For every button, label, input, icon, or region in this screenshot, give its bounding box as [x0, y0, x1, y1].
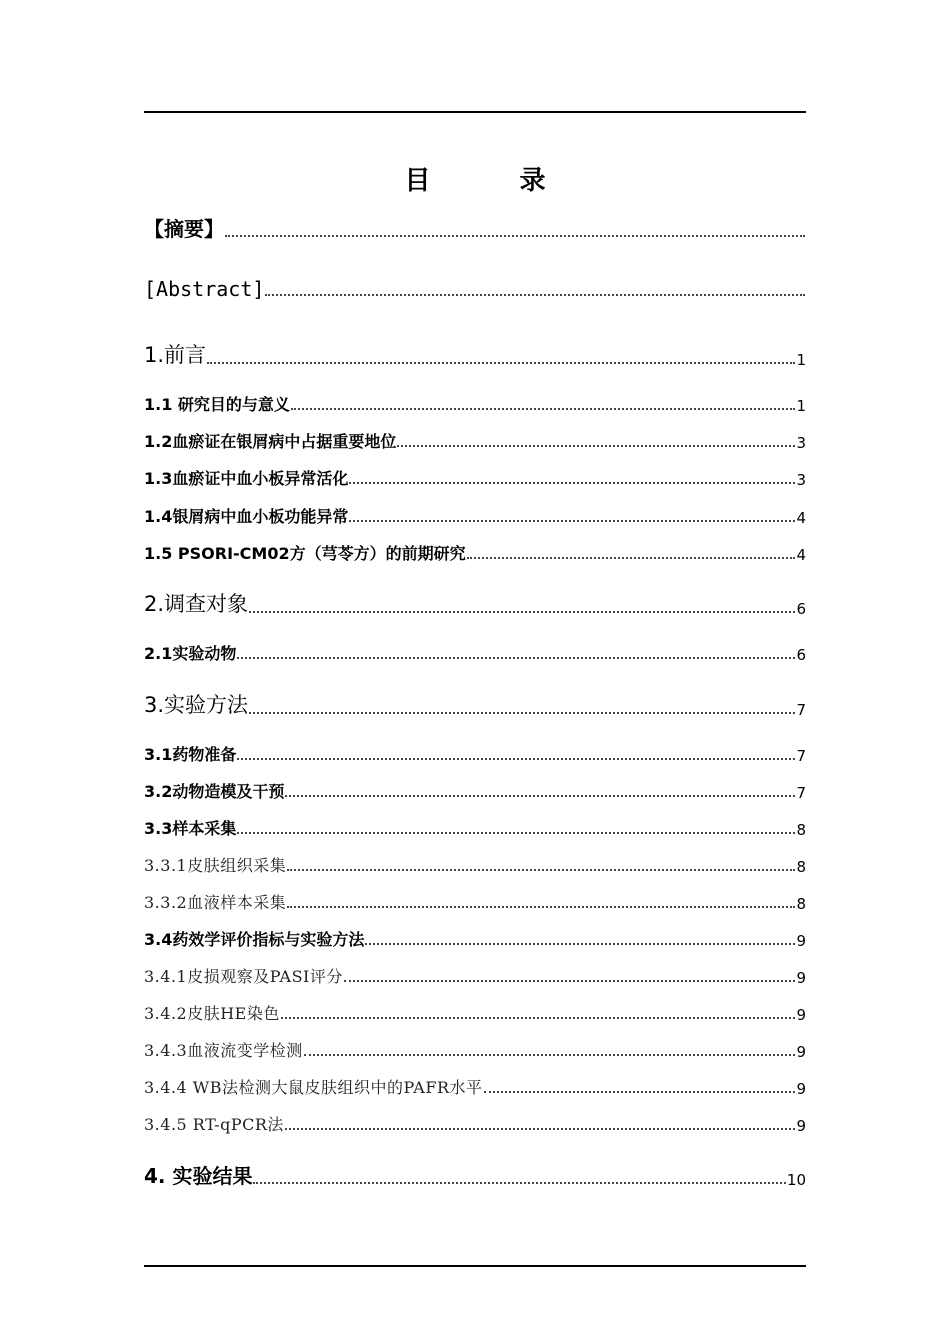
- toc-entry-page: 4: [796, 546, 806, 564]
- toc-entry-page: 8: [796, 821, 806, 839]
- toc-entry-label: 1.前言: [144, 343, 207, 367]
- toc-entry-3-4-3[interactable]: [144, 1038, 806, 1061]
- toc-entry-page: 1: [796, 397, 806, 415]
- toc-entry-page: 7: [796, 701, 806, 719]
- toc-entry-label: 1.4银屑病中血小板功能异常: [144, 507, 349, 526]
- toc-entry-3-2[interactable]: [144, 779, 806, 802]
- dot-leader: [253, 1182, 785, 1184]
- toc-entry-page: 9: [796, 1043, 806, 1061]
- toc-entry-label: 3.4.5 RT-qPCR法: [144, 1115, 284, 1134]
- toc-entry-page: 3: [796, 434, 806, 452]
- toc-entry-3-4[interactable]: [144, 927, 806, 950]
- dot-leader: [344, 980, 796, 982]
- dot-leader: [467, 557, 796, 559]
- toc-entry-3-3-2[interactable]: [144, 890, 806, 913]
- toc-entry-abstract-en[interactable]: [144, 277, 806, 301]
- toc-entry-page: 10: [786, 1171, 806, 1189]
- dot-leader: [237, 758, 795, 760]
- toc-entry-label: 1.3血瘀证中血小板异常活化: [144, 469, 349, 488]
- dot-leader: [285, 1128, 796, 1130]
- toc-entry-3-4-4[interactable]: [144, 1075, 806, 1098]
- dot-leader: [349, 482, 795, 484]
- toc-entry-page: 8: [796, 895, 806, 913]
- toc-entry-label: 2.调查对象: [144, 592, 249, 616]
- toc-entry-3-3-1[interactable]: [144, 853, 806, 876]
- toc-entry-label: 4. 实验结果: [144, 1164, 253, 1188]
- toc-entry-3-1[interactable]: [144, 742, 806, 765]
- toc-entry-label: 3.3.2血液样本采集: [144, 893, 287, 912]
- dot-leader: [287, 869, 795, 871]
- toc-entry-label: 1.1 研究目的与意义: [144, 395, 290, 414]
- dot-leader: [365, 943, 795, 945]
- dot-leader: [225, 235, 805, 237]
- toc-entry-page: 6: [796, 646, 806, 664]
- toc-entry-3-3[interactable]: [144, 816, 806, 839]
- toc-entry-1-1[interactable]: [144, 392, 806, 415]
- toc-entry-page: 9: [796, 969, 806, 987]
- toc-entry-page: 7: [796, 747, 806, 765]
- toc-entry-label: 3.1药物准备: [144, 745, 237, 764]
- toc-entry-3-4-2[interactable]: [144, 1001, 806, 1024]
- toc-entry-page: 1: [796, 351, 806, 369]
- dot-leader: [304, 1054, 796, 1056]
- toc-entry-3-4-1[interactable]: [144, 964, 806, 987]
- toc-entry-page: 9: [796, 1080, 806, 1098]
- toc-entry-label: 3.4.3血液流变学检测: [144, 1041, 303, 1060]
- toc-entry-2-1[interactable]: [144, 641, 806, 664]
- toc-entry-1-3[interactable]: [144, 466, 806, 489]
- toc-entry-label: 1.2血瘀证在银屑病中占据重要地位: [144, 432, 397, 451]
- toc-entry-1-4[interactable]: [144, 504, 806, 527]
- toc-entry-3[interactable]: [144, 689, 806, 719]
- toc-entry-1-5[interactable]: [144, 541, 806, 564]
- toc-entry-page: 3: [796, 471, 806, 489]
- toc-entry-label: 3.4.4 WB法检测大鼠皮肤组织中的PAFR水平: [144, 1078, 483, 1097]
- dot-leader: [484, 1091, 796, 1093]
- toc-entry-label: 3.4.1皮损观察及PASI评分: [144, 967, 343, 986]
- dot-leader: [207, 362, 795, 364]
- dot-leader: [249, 611, 795, 613]
- toc-entry-label: 3.4药效学评价指标与实验方法: [144, 930, 365, 949]
- dot-leader: [291, 408, 796, 410]
- toc-entry-page: 6: [796, 600, 806, 618]
- toc-entry-label: 3.3样本采集: [144, 819, 237, 838]
- toc-entry-label: 【摘要】: [144, 217, 224, 241]
- toc-entry-page: 7: [796, 784, 806, 802]
- dot-leader: [237, 657, 795, 659]
- toc-entry-label: 3.2动物造模及干预: [144, 782, 285, 801]
- toc-entry-4[interactable]: [144, 1160, 806, 1189]
- toc-entry-label: 1.5 PSORI-CM02方（芎苓方）的前期研究: [144, 544, 466, 563]
- toc-entry-2[interactable]: [144, 588, 806, 618]
- toc-entry-abstract-cn[interactable]: [144, 213, 806, 242]
- toc-entry-page: 9: [796, 1117, 806, 1135]
- footer-rule: [144, 1265, 806, 1267]
- dot-leader: [249, 712, 795, 714]
- toc-entry-3-4-5[interactable]: [144, 1112, 806, 1135]
- dot-leader: [265, 294, 805, 296]
- toc-entry-label: [Abstract]: [144, 277, 265, 301]
- dot-leader: [349, 520, 795, 522]
- toc-entry-1-2[interactable]: [144, 429, 806, 452]
- toc-entry-1[interactable]: [144, 339, 806, 369]
- toc-entry-page: 4: [796, 509, 806, 527]
- toc-entry-label: 3.3.1皮肤组织采集: [144, 856, 287, 875]
- dot-leader: [397, 445, 795, 447]
- toc-entry-label: 3.4.2皮肤HE染色: [144, 1004, 280, 1023]
- dot-leader: [285, 795, 795, 797]
- dot-leader: [237, 832, 795, 834]
- dot-leader: [281, 1017, 796, 1019]
- dot-leader: [287, 906, 795, 908]
- toc-entry-label: 3.实验方法: [144, 693, 249, 717]
- toc-entry-page: 9: [796, 1006, 806, 1024]
- toc-entry-label: 2.1实验动物: [144, 644, 237, 663]
- toc-entry-page: 9: [796, 932, 806, 950]
- header-rule: [144, 111, 806, 113]
- toc-entry-page: 8: [796, 858, 806, 876]
- toc-title: 目 录: [404, 166, 586, 196]
